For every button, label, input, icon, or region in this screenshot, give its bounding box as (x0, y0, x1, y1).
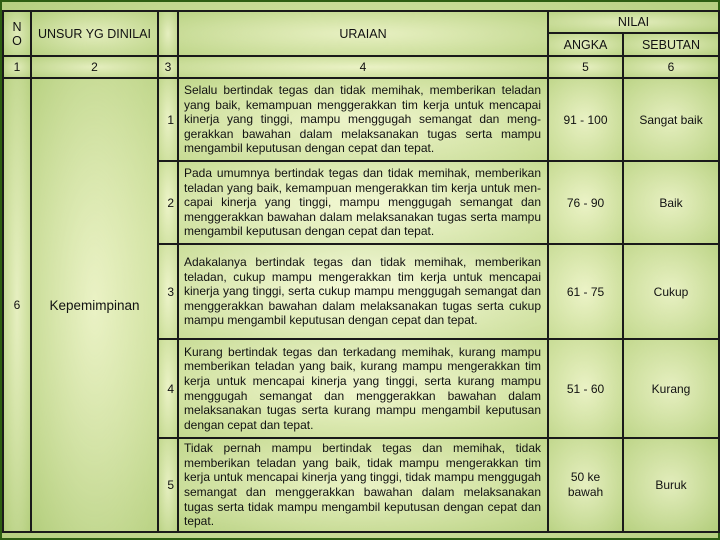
header-blank (158, 11, 178, 56)
header-no-label: N O (12, 19, 22, 48)
row-sebutan: Cukup (623, 244, 719, 339)
row-sebutan: Buruk (623, 438, 719, 532)
col-number: 6 (623, 56, 719, 78)
col-number: 1 (3, 56, 31, 78)
header-uraian: URAIAN (178, 11, 548, 56)
col-number: 3 (158, 56, 178, 78)
row-number: 4 (158, 339, 178, 438)
row-uraian: Tidak pernah mampu bertindak tegas dan memihak, tidak memberikan teladan yang baik, tidak mampu mengerakkan tim kerja untuk mencapai kinerja yang tinggi, tidak mampu menggugah semangat dan menggerakkan bawahan dalam melaksanakan tugas serta tidak mampu mengambil keputusan dengan cepat dan tepat. (178, 438, 548, 532)
row-angka: 51 - 60 (548, 339, 623, 438)
header-angka: ANGKA (548, 33, 623, 56)
row-uraian: Pada umumnya bertindak tegas dan tidak memihak, memberikan teladan yang baik, kemampuan mengerakkan tim kerja untuk men-capai kinerja yang tinggi, mampu menggugah semangat dan menggerakkan bawahan dalam melaksanakan tugas serta mampu mengambil keputusan dengan cepat dan tepat. (178, 161, 548, 244)
header-sebutan: SEBUTAN (623, 33, 719, 56)
col-number: 4 (178, 56, 548, 78)
row-sebutan: Sangat baik (623, 78, 719, 161)
row-number: 2 (158, 161, 178, 244)
col-number: 5 (548, 56, 623, 78)
row-number: 1 (158, 78, 178, 161)
row-angka (548, 438, 623, 532)
row-angka: 76 - 90 (548, 161, 623, 244)
row-angka: 61 - 75 (548, 244, 623, 339)
col-number: 2 (31, 56, 158, 78)
header-no (3, 11, 31, 56)
header-unsur: UNSUR YG DINILAI (31, 11, 158, 56)
row-number: 5 (158, 438, 178, 532)
assessment-table (2, 10, 720, 533)
item-no: 6 (3, 78, 31, 532)
row-number: 3 (158, 244, 178, 339)
row-sebutan: Baik (623, 161, 719, 244)
item-unsur: Kepemimpinan (31, 78, 158, 532)
row-uraian: Selalu bertindak tegas dan tidak memihak, memberikan teladan yang baik, kemampuan menggerakkan tim kerja untuk mencapai kinerja yang tinggi, mampu menggugah semangat dan meng-gerakkan bawahan dalam melaksanakan tugas serta mampu mengambil keputusan dengan cepat dan tepat. (178, 78, 548, 161)
header-nilai: NILAI (548, 11, 719, 33)
row-angka: 91 - 100 (548, 78, 623, 161)
row-uraian: Kurang bertindak tegas dan terkadang memihak, kurang mampu memberikan teladan yang baik, kurang mampu mengerakkan tim kerja untuk mencapai kinerja yang tinggi, serta kurang mampu menggugah semangat dan menggerakkan bawahan dalam melaksanakan tugas serta kurang mampu mengambil keputusan dengan cepat dan tepat. (178, 339, 548, 438)
row-sebutan: Kurang (623, 339, 719, 438)
row-angka-label: 50 ke bawah (567, 470, 604, 499)
row-uraian: Adakalanya bertindak tegas dan tidak memihak, memberikan teladan, cukup mampu mengerakkan tim kerja untuk mencapai kinerja yang tinggi, serta cukup mampu menggugah semangat dan menggerakkan bawahan dalam melaksanakan tugas serta cukup mampu mengambil keputusan dengan cepat dan tepat. (178, 244, 548, 339)
